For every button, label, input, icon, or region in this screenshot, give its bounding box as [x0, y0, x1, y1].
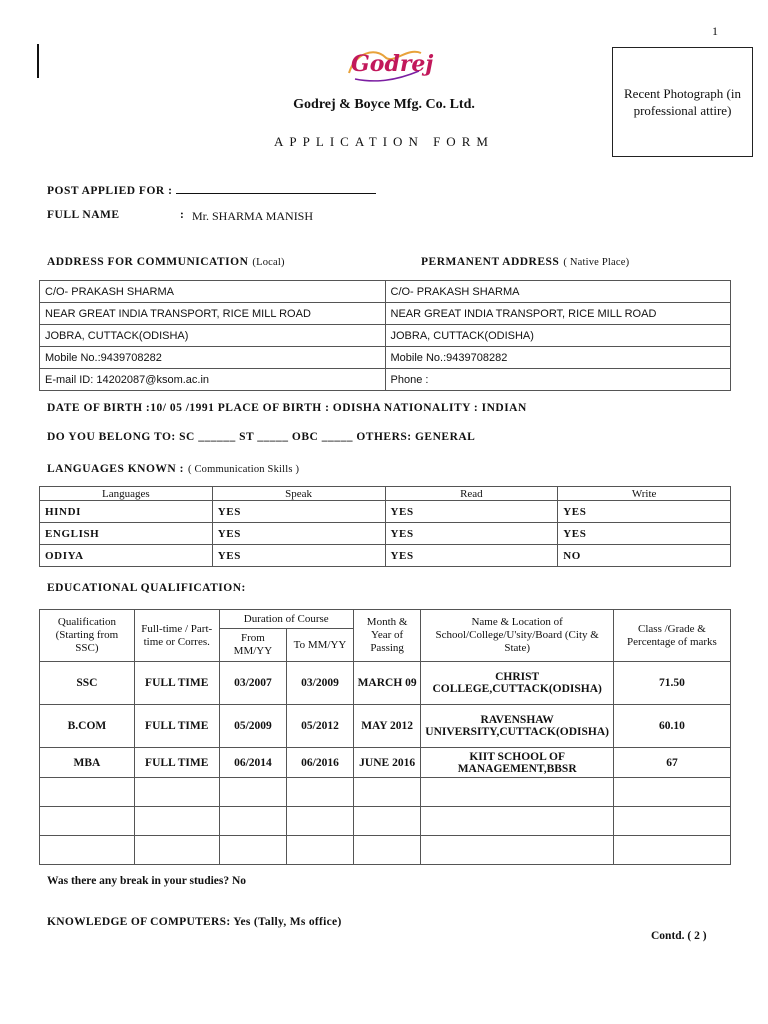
local-address-label: ADDRESS FOR COMMUNICATION — [47, 256, 249, 268]
permanent-address-note: ( Native Place) — [563, 257, 630, 268]
read-cell: YES — [385, 523, 558, 545]
dob-line: DATE OF BIRTH :10/ 05 /1991 PLACE OF BIRTH : ODISHA NATIONALITY : INDIAN — [47, 402, 527, 414]
local-address-cell: Mobile No.:9439708282 — [40, 347, 386, 369]
logo-text: Godrej — [351, 51, 434, 77]
address-row — [40, 369, 731, 391]
read-cell: YES — [385, 501, 558, 523]
language-cell: ENGLISH — [40, 523, 213, 545]
form-title: APPLICATION FORM — [274, 134, 494, 149]
write-cell: YES — [558, 501, 731, 523]
address-row — [40, 347, 731, 369]
margin-mark — [37, 44, 39, 78]
photo-box — [612, 47, 753, 157]
education-table — [39, 609, 731, 865]
column-header: Name & Location of School/College/U'sity/Board (City & State) — [421, 610, 613, 662]
speak-cell: YES — [212, 501, 385, 523]
local-address-cell: E-mail ID: 14202087@ksom.ac.in — [40, 369, 386, 391]
from-cell: 03/2007 — [219, 662, 287, 705]
post-applied-field[interactable] — [176, 182, 376, 194]
read-cell: YES — [385, 545, 558, 567]
address-row — [40, 303, 731, 325]
local-address-cell: NEAR GREAT INDIA TRANSPORT, RICE MILL ROAD — [40, 303, 386, 325]
mode-cell: FULL TIME — [134, 748, 219, 778]
table-row — [40, 748, 731, 778]
local-address-cell: JOBRA, CUTTACK(ODISHA) — [40, 325, 386, 347]
write-cell: NO — [558, 545, 731, 567]
from-cell: 05/2009 — [219, 705, 287, 748]
speak-cell: YES — [212, 545, 385, 567]
column-header: Full-time / Part-time or Corres. — [134, 610, 219, 662]
write-cell: YES — [558, 523, 731, 545]
company-name: Godrej & Boyce Mfg. Co. Ltd. — [293, 97, 475, 112]
to-cell: 06/2016 — [287, 748, 354, 778]
grade-cell: 60.10 — [613, 705, 730, 748]
table-row — [40, 501, 731, 523]
mode-cell: FULL TIME — [134, 705, 219, 748]
local-address-heading — [47, 252, 285, 270]
post-applied-label: POST APPLIED FOR : — [47, 185, 173, 197]
study-break-line: Was there any break in your studies? No — [47, 875, 247, 887]
full-name-label: FULL NAME — [47, 209, 120, 221]
grade-cell: 71.50 — [613, 662, 730, 705]
school-cell: RAVENSHAW UNIVERSITY,CUTTACK(ODISHA) — [421, 705, 613, 748]
to-cell: 05/2012 — [287, 705, 354, 748]
education-heading: EDUCATIONAL QUALIFICATION: — [47, 582, 246, 594]
language-cell: HINDI — [40, 501, 213, 523]
column-header: Languages — [40, 487, 213, 501]
column-header: Speak — [212, 487, 385, 501]
empty-row — [40, 807, 731, 836]
table-row — [40, 545, 731, 567]
table-row — [40, 662, 731, 705]
to-cell: 03/2009 — [287, 662, 354, 705]
continued-note: Contd. ( 2 ) — [651, 930, 707, 942]
column-header: Duration of Course — [219, 610, 353, 629]
local-address-cell: C/O- PRAKASH SHARMA — [40, 281, 386, 303]
grade-cell: 67 — [613, 748, 730, 778]
column-header: Qualification (Starting from SSC) — [40, 610, 135, 662]
permanent-address-cell: NEAR GREAT INDIA TRANSPORT, RICE MILL ROAD — [385, 303, 731, 325]
permanent-address-cell: Mobile No.:9439708282 — [385, 347, 731, 369]
address-row — [40, 281, 731, 303]
category-line: DO YOU BELONG TO: SC ______ ST _____ OBC _____ OTHERS: GENERAL — [47, 431, 476, 443]
qualification-cell: MBA — [40, 748, 135, 778]
column-header: Write — [558, 487, 731, 501]
address-row — [40, 325, 731, 347]
passing-cell: JUNE 2016 — [353, 748, 421, 778]
address-table — [39, 280, 731, 391]
photo-box-text: Recent Photograph (in professional attire) — [624, 86, 741, 118]
computer-knowledge-line: KNOWLEDGE OF COMPUTERS: Yes (Tally, Ms office) — [47, 916, 342, 928]
full-name-value: Mr. SHARMA MANISH — [192, 209, 314, 223]
language-cell: ODIYA — [40, 545, 213, 567]
column-header: Read — [385, 487, 558, 501]
school-cell: CHRIST COLLEGE,CUTTACK(ODISHA) — [421, 662, 613, 705]
languages-table — [39, 486, 731, 567]
empty-row — [40, 778, 731, 807]
mode-cell: FULL TIME — [134, 662, 219, 705]
column-header: From MM/YY — [219, 629, 287, 662]
table-row — [40, 705, 731, 748]
godrej-logo — [345, 43, 434, 85]
permanent-address-cell: C/O- PRAKASH SHARMA — [385, 281, 731, 303]
from-cell: 06/2014 — [219, 748, 287, 778]
empty-row — [40, 836, 731, 865]
qualification-cell: B.COM — [40, 705, 135, 748]
permanent-address-cell: JOBRA, CUTTACK(ODISHA) — [385, 325, 731, 347]
permanent-address-cell: Phone : — [385, 369, 731, 391]
speak-cell: YES — [212, 523, 385, 545]
languages-heading — [47, 459, 299, 477]
column-header: Month & Year of Passing — [353, 610, 421, 662]
languages-note: ( Communication Skills ) — [187, 464, 300, 475]
permanent-address-label: PERMANENT ADDRESS — [421, 256, 560, 268]
full-name-sep: : — [180, 209, 185, 221]
languages-label: LANGUAGES KNOWN : — [47, 463, 184, 475]
table-row — [40, 523, 731, 545]
column-header: To MM/YY — [287, 629, 354, 662]
column-header: Class /Grade & Percentage of marks — [613, 610, 730, 662]
passing-cell: MARCH 09 — [353, 662, 421, 705]
passing-cell: MAY 2012 — [353, 705, 421, 748]
qualification-cell: SSC — [40, 662, 135, 705]
local-address-note: (Local) — [252, 257, 285, 268]
school-cell: KIIT SCHOOL OF MANAGEMENT,BBSR — [421, 748, 613, 778]
permanent-address-heading — [421, 252, 629, 270]
post-applied-row — [47, 181, 376, 199]
page-number: 1 — [712, 24, 718, 38]
